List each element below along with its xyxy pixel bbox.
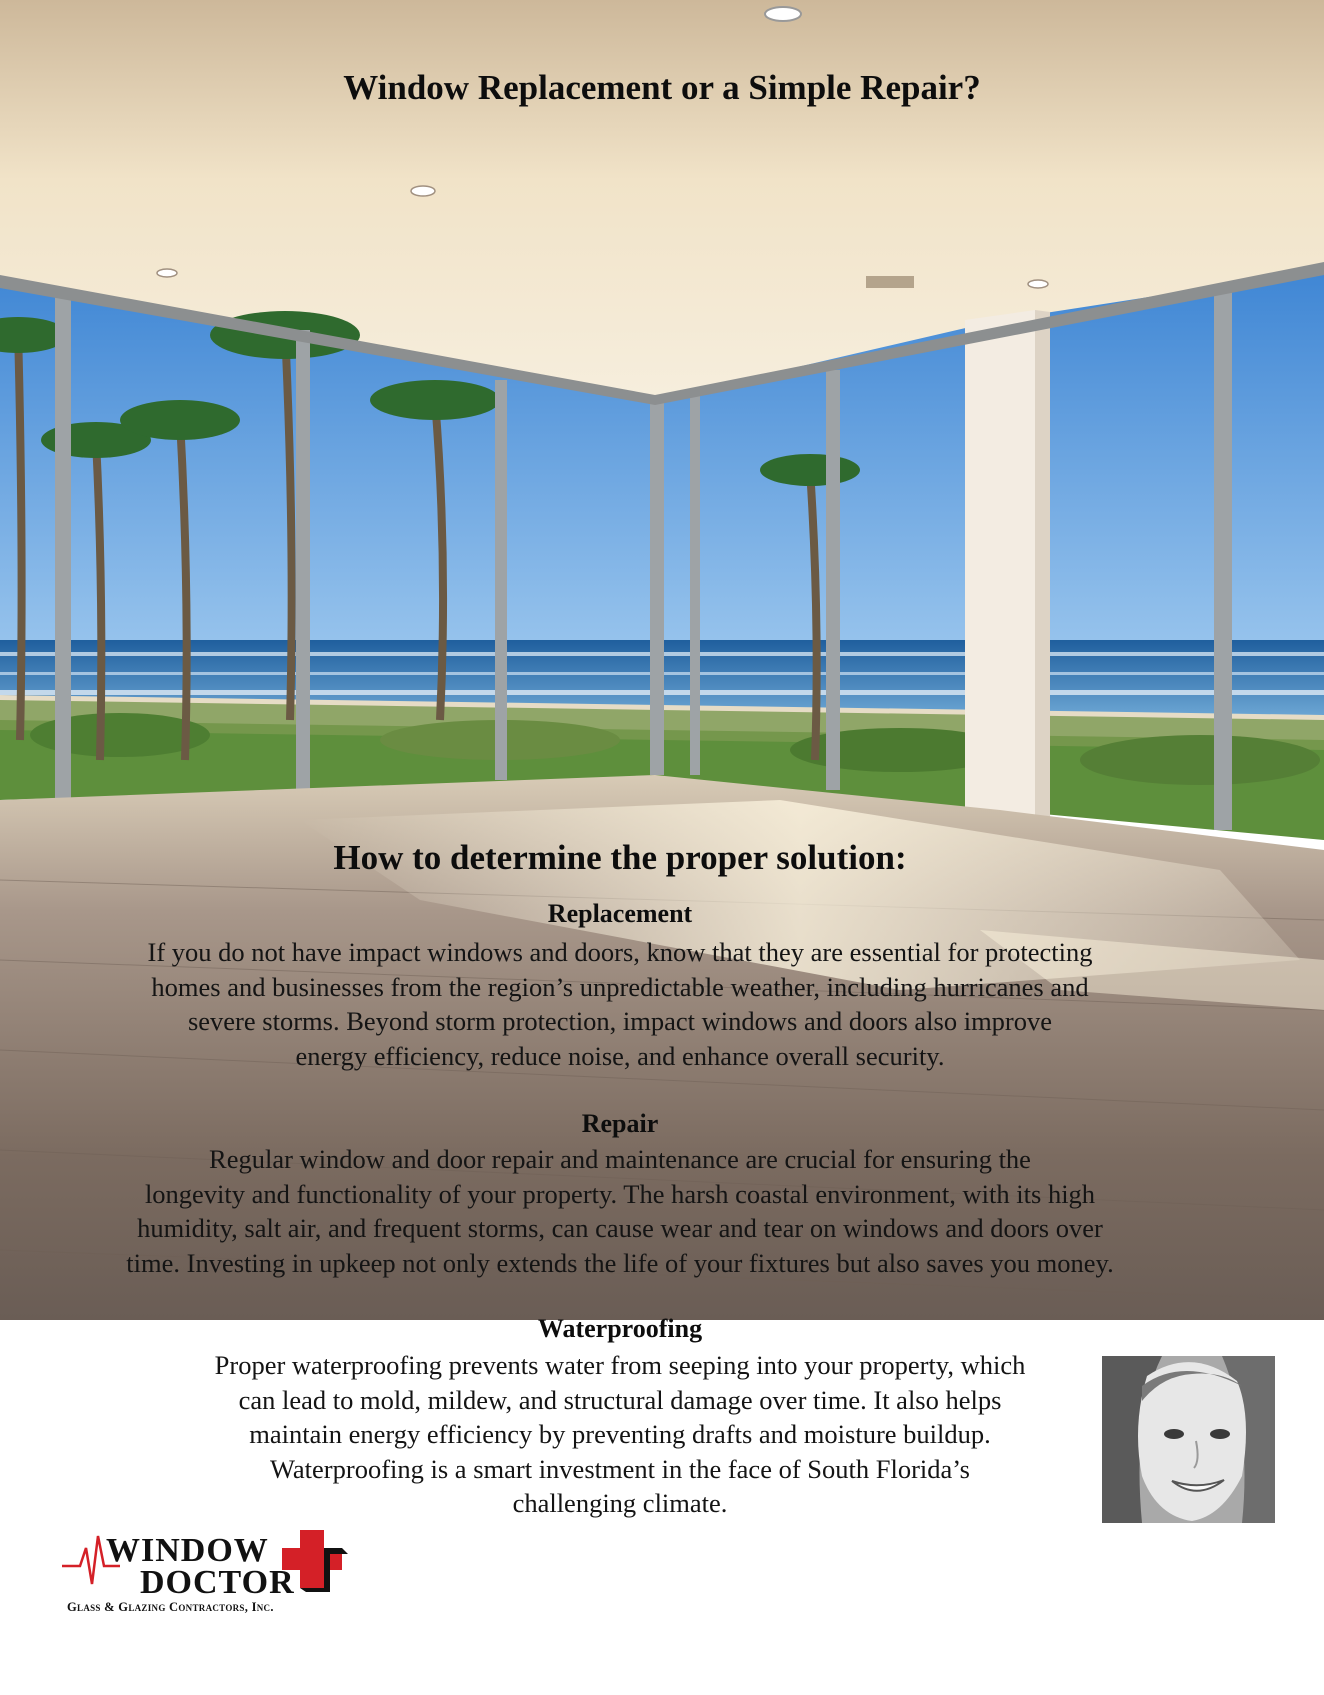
waterproofing-line: can lead to mold, mildew, and structural damage over time. It also helps (238, 1384, 1002, 1415)
logo-word-window: WINDOW (106, 1532, 269, 1569)
repair-line: time. Investing in upkeep not only extends the life of your fixtures but also saves you money. (126, 1247, 1114, 1278)
waterproofing-heading: Waterproofing (537, 1314, 703, 1343)
waterproofing-line: Waterproofing is a smart investment in the face of South Florida’s (270, 1453, 970, 1484)
replacement-body (0, 935, 1240, 1073)
page-title: Window Replacement or a Simple Repair? (343, 68, 981, 107)
replacement-line: severe storms. Beyond storm protection, impact windows and doors also improve (187, 1006, 1053, 1036)
logo-tagline: Glass & Glazing Contractors, Inc. (67, 1600, 274, 1614)
replacement-heading: Replacement (547, 899, 693, 928)
waterproofing-body (70, 1348, 1170, 1521)
waterproofing-line: challenging climate. (512, 1488, 728, 1518)
repair-body (0, 1142, 1240, 1280)
woman-portrait-illustration (1102, 1356, 1275, 1523)
portrait-photo (1102, 1356, 1275, 1523)
repair-heading: Repair (581, 1109, 659, 1138)
repair-line: humidity, salt air, and frequent storms, can cause wear and tear on windows and doors over (137, 1213, 1103, 1243)
page-subtitle: How to determine the proper solution: (333, 838, 907, 877)
repair-line: longevity and functionality of your property. The harsh coastal environment, with its high (144, 1178, 1096, 1209)
waterproofing-line: maintain energy efficiency by preventing drafts and moisture buildup. (249, 1419, 991, 1449)
window-doctor-logo (62, 1518, 382, 1618)
repair-line: Regular window and door repair and maintenance are crucial for ensuring the (209, 1144, 1031, 1174)
waterproofing-line: Proper waterproofing prevents water from seeping into your property, which (214, 1350, 1026, 1380)
replacement-line: energy efficiency, reduce noise, and enhance overall security. (295, 1040, 945, 1071)
replacement-line: If you do not have impact windows and doors, know that they are essential for protecting (147, 937, 1093, 967)
logo-word-doctor: DOCTOR (140, 1564, 295, 1601)
replacement-line: homes and businesses from the region’s unpredictable weather, including hurricanes and (151, 971, 1089, 1002)
